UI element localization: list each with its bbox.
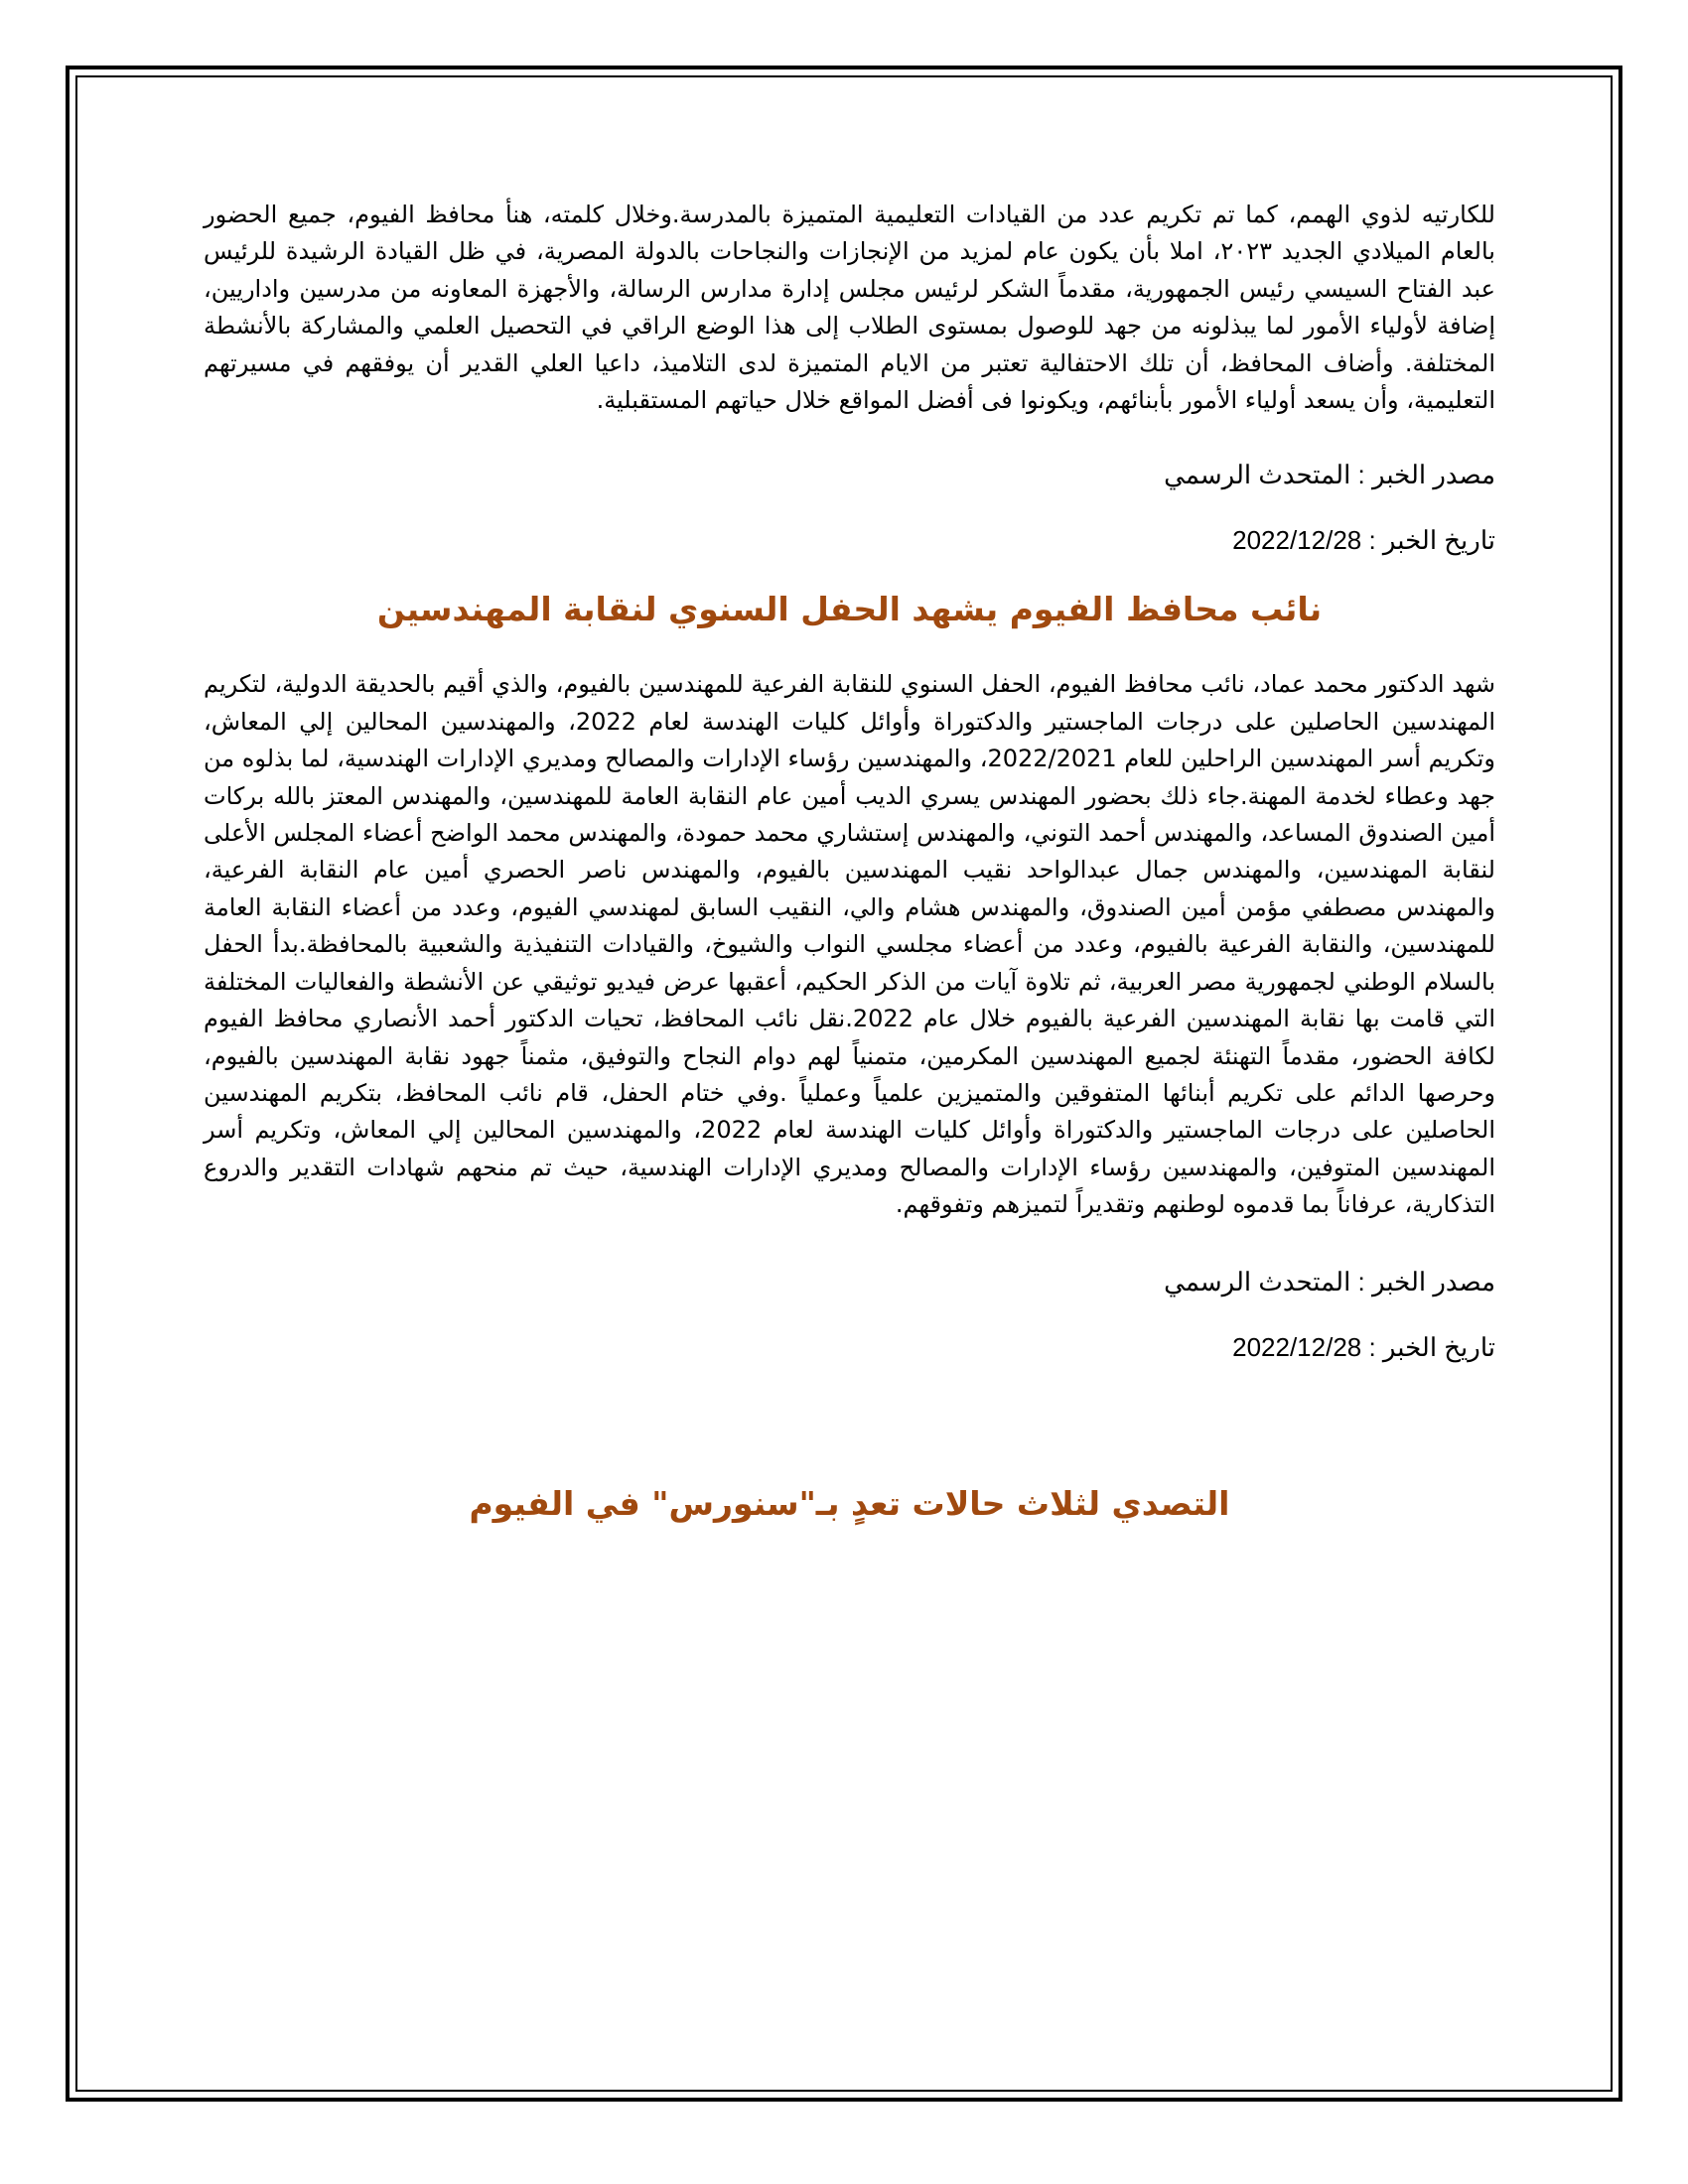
news-headline: التصدي لثلاث حالات تعدٍ بـ"سنورس" في الفيوم [469, 1483, 1230, 1523]
news-source-line: مصدر الخبر : المتحدث الرسمي [1164, 460, 1495, 490]
news-source-line: مصدر الخبر : المتحدث الرسمي [1164, 1266, 1495, 1297]
news-headline: نائب محافظ الفيوم يشهد الحفل السنوي لنقابة المهندسين [376, 590, 1323, 629]
news-date-line: تاريخ الخبر : 2022/12/28 [1232, 525, 1495, 556]
news-body-paragraph: للكارتيه لذوي الهمم، كما تم تكريم عدد من القيادات التعليمية المتميزة بالمدرسة.وخلال كلمته، هنأ محافظ الفيوم، جميع الحضور بالعام الميلادي الجديد ٢٠٢٣، املا بأن يكون عام لمزيد من الإنجازات والنجاحات بالدولة المصرية، في ظل القيادة الرشيدة للرئيس عبد الفتاح السيسي رئيس الجمهورية، مقدماً الشكر لرئيس مجلس إدارة مدارس الرسالة، والأجهزة المعاونه من مدرسين واداريين، إضافة لأولياء الأمور لما يبذلونه من جهد للوصول بمستوى الطلاب إلى هذا الوضع الراقي في التحصيل العلمي والمشاركة بالأنشطة المختلفة. وأضاف المحافظ، أن تلك الاحتفالية تعتبر من الايام المتميزة لدى التلاميذ، داعيا العلي القدير أن يوفقهم في مسيرتهم التعليمية، وأن يسعد أولياء الأمور بأبنائهم، ويكونوا فى أفضل المواقع خلال حياتهم المستقبلية. [204, 201, 1495, 415]
document-content [204, 197, 1495, 1526]
news-body-paragraph: شهد الدكتور محمد عماد، نائب محافظ الفيوم، الحفل السنوي للنقابة الفرعية للمهندسين بالفيوم، والذي أقيم بالحديقة الدولية، لتكريم المهندسين الحاصلين على درجات الماجستير والدكتوراة وأوائل كليات الهندسة لعام 2022، والمهندسين المحالين إلي المعاش، وتكريم أسر المهندسين الراحلين للعام 2022/2021، والمهندسين رؤساء الإدارات والمصالح ومديري الإدارات الهندسية، لما بذلوه من جهد وعطاء لخدمة المهنة.جاء ذلك بحضور المهندس يسري الديب أمين عام النقابة العامة للمهندسين، والمهندس المعتز بالله بركات أمين الصندوق المساعد، والمهندس أحمد التوني، والمهندس إستشاري محمد حمودة، والمهندس محمد الواضح أعضاء المجلس الأعلى لنقابة المهندسين، والمهندس جمال عبدالواحد نقيب المهندسين بالفيوم، والمهندس ناصر الحصري أمين عام النقابة الفرعية، والمهندس مصطفي مؤمن أمين الصندوق، والمهندس هشام والي، النقيب السابق لمهندسي الفيوم، وعدد من أعضاء النقابة العامة للمهندسين، والنقابة الفرعية بالفيوم، وعدد من أعضاء مجلسي النواب والشيوخ، والقيادات التنفيذية والشعبية بالمحافظة.بدأ الحفل بالسلام الوطني لجمهورية مصر العربية، ثم تلاوة آيات من الذكر الحكيم، أعقبها عرض فيديو توثيقي عن الأنشطة والفعاليات المختلفة التي قامت بها نقابة المهندسين الفرعية بالفيوم خلال عام 2022.نقل نائب المحافظ، تحيات الدكتور أحمد الأنصاري محافظ الفيوم لكافة الحضور، مقدماً التهنئة لجميع المهندسين المكرمين، متمنياً لهم دوام النجاح والتوفيق، مثمناً جهود نقابة المهندسين بالفيوم، وحرصها الدائم على تكريم أبنائها المتفوقين والمتميزين علمياً وعملياً .وفي ختام الحفل، قام نائب المحافظ، بتكريم المهندسين الحاصلين على درجات الماجستير والدكتوراة وأوائل كليات الهندسة لعام 2022، والمهندسين المحالين إلي المعاش، وتكريم أسر المهندسين المتوفين، والمهندسين رؤساء الإدارات والمصالح ومديري الإدارات الهندسية، حيث تم منحهم شهادات التقدير والدروع التذكارية، عرفاناً بما قدموه لوطنهم وتقديراً لتميزهم وتفوقهم. [204, 670, 1496, 1219]
news-date-line: تاريخ الخبر : 2022/12/28 [1232, 1331, 1495, 1362]
